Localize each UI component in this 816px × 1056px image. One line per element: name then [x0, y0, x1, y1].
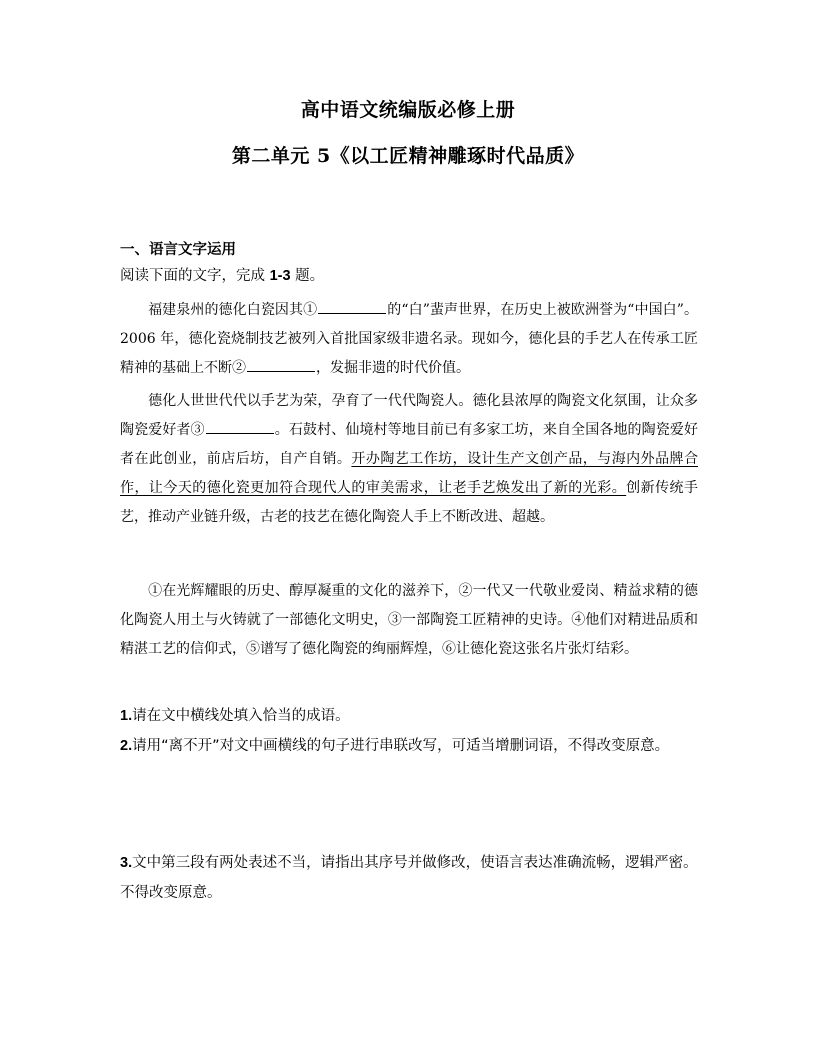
passage-paragraph-2 [120, 387, 698, 532]
question-1-number: 1. [120, 708, 133, 724]
blank-2 [247, 357, 315, 372]
section-heading: 一、语言文字运用 [120, 242, 236, 258]
instruction-after: 题。 [290, 268, 325, 284]
question-2 [120, 731, 698, 761]
question-3-number: 3. [120, 855, 133, 871]
lesson-title: 第二单元 5《以工匠精神雕琢时代品质》 [231, 145, 585, 167]
instruction-before: 阅读下面的文字，完成 [120, 268, 270, 284]
blank-3 [206, 419, 274, 434]
p1-text-a: 福建泉州的德化白瓷因其① [148, 302, 318, 318]
underlined-sentence: 开办陶艺工作坊，设计生产文创产品，与海内外品牌合作，让今天的德化瓷更加符合现代人的审美需求，让老手艺焕发出了新的光彩。 [120, 451, 699, 496]
p1-text-c: ，发掘非遗的时代价值。 [316, 360, 470, 376]
passage-paragraph-3 [120, 577, 698, 664]
p2-text-a: 德化人世世代代以手艺为荣，孕育了一代代陶瓷人。德化县浓厚的陶瓷文化氛围，让众多陶瓷爱好者③ [120, 393, 698, 438]
question-3-text: 文中第三段有两处表述不当，请指出其序号并做修改，使语言表达准确流畅，逻辑严密。不得改变原意。 [120, 855, 698, 901]
reading-instruction [120, 264, 324, 285]
passage-paragraph-1 [120, 296, 698, 383]
question-1-text: 请在文中横线处填入恰当的成语。 [132, 708, 350, 724]
p1-text-b: 的“白”蜚声世界，在历史上被欧洲誉为“中国白”。2006 年，德化瓷烧制技艺被列入首批国家级非遗名录。现如今，德化县的手艺人在传承工匠精神的基础上不断② [120, 302, 698, 376]
question-2-number: 2. [120, 738, 133, 754]
question-1 [120, 701, 698, 731]
document-title: 高中语文统编版必修上册 [300, 99, 516, 121]
p2-text-b: 。石鼓村、仙境村等地目前已有多家工坊，来自全国各地的陶瓷爱好者在此创业，前店后坊，自产自销。 [120, 422, 699, 467]
question-3 [120, 848, 698, 908]
question-2-text: 请用“离不开”对文中画横线的句子进行串联改写，可适当增删词语，不得改变原意。 [132, 738, 670, 754]
p2-text-c: 创新传统手艺，推动产业链升级，古老的技艺在德化陶瓷人手上不断改进、超越。 [120, 480, 699, 525]
blank-1 [318, 299, 386, 314]
instruction-range: 1-3 [269, 268, 291, 284]
p3-text: ①在光辉耀眼的历史、醇厚凝重的文化的滋养下，②一代又一代敬业爱岗、精益求精的德化陶瓷人用土与火铸就了一部德化文明史，③一部陶瓷工匠精神的史诗。④他们对精进品质和精湛工艺的信仰式，⑤谱写了德化陶瓷的绚丽辉煌，⑥让德化瓷这张名片张灯结彩。 [120, 583, 698, 657]
